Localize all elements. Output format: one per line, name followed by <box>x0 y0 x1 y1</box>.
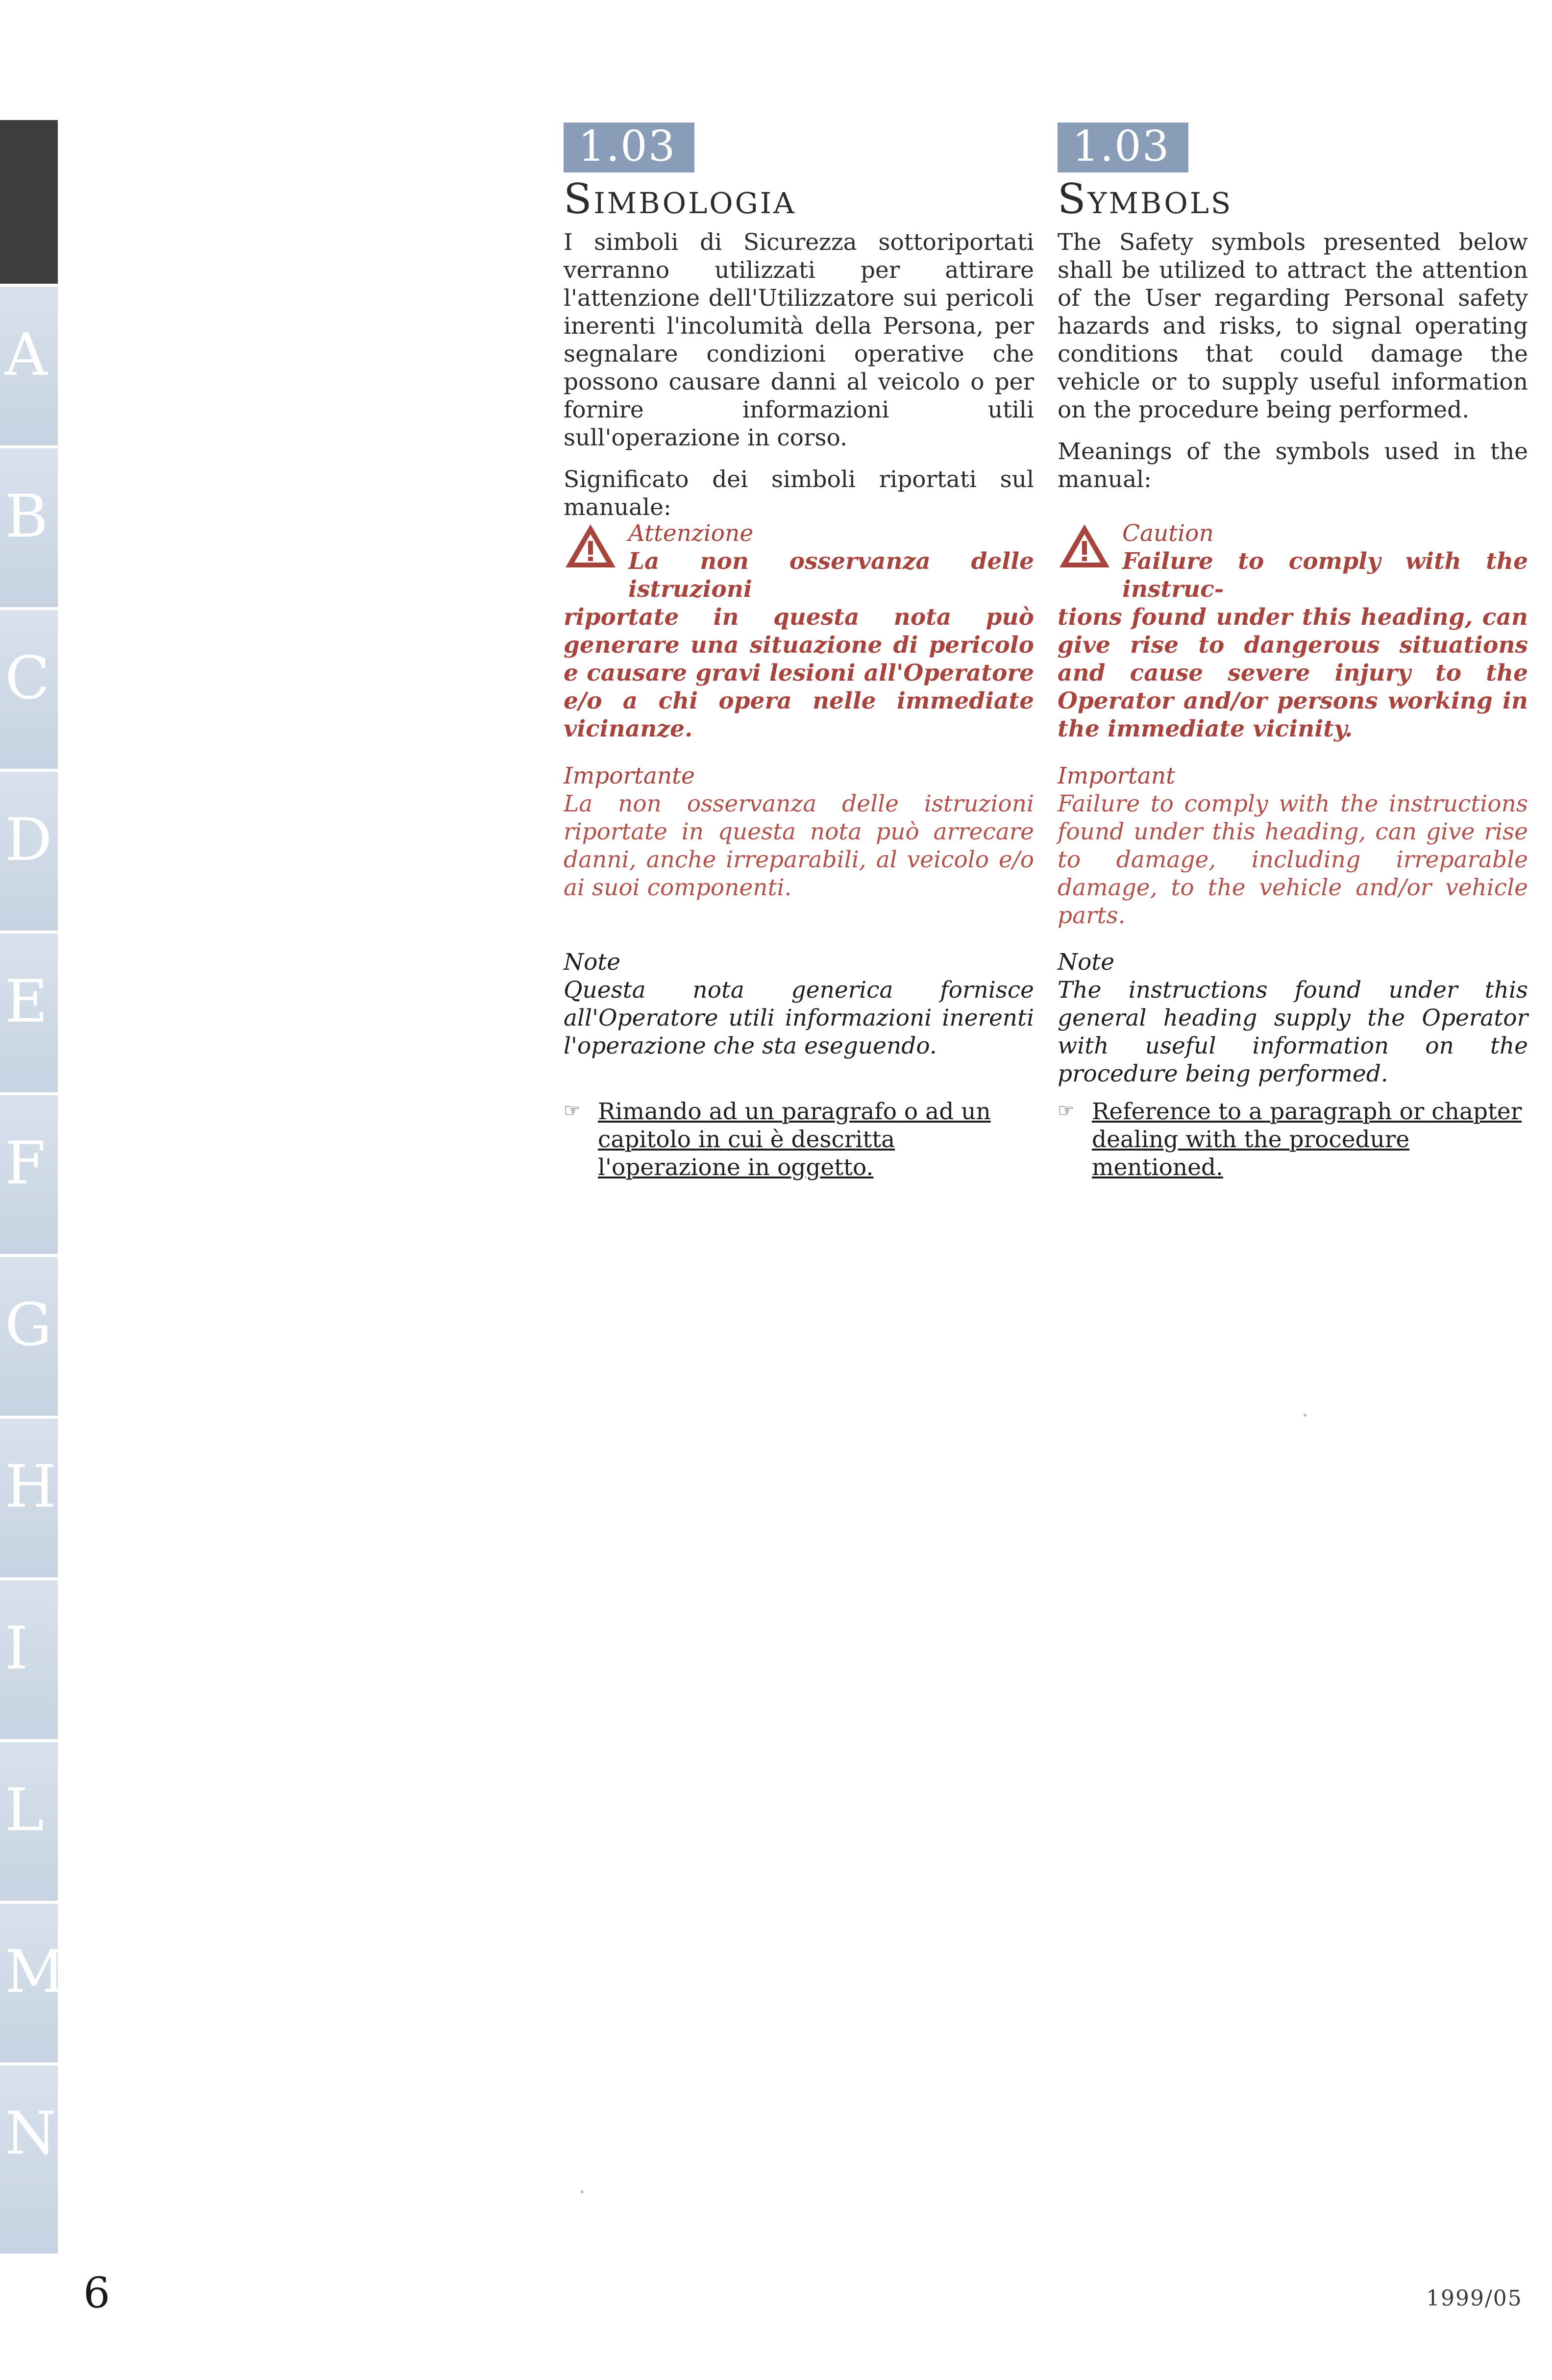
note-title: Note <box>564 949 621 976</box>
important-text: Failure to comply with the instructions found under this heading, can give rise to damage, including irreparable damage, to the vehicle and/or vehicle parts. <box>1058 790 1528 929</box>
reference-note-en <box>1058 1098 1528 1181</box>
meanings-paragraph: Significato dei simboli riportati sul manuale: <box>564 466 1034 521</box>
thumb-tab-letter: I <box>5 1615 28 1683</box>
thumb-tab-active[interactable] <box>0 120 58 287</box>
pointing-hand-icon: ☞ <box>564 1100 581 1121</box>
intro-paragraph: The Safety symbols presented below shall be utilized to attract the attention of the User regarding Personal safety hazards and risks, to signal operating conditions that could damage the vehicle or to supply useful information on the procedure being performed. <box>1058 229 1528 423</box>
thumb-tab-h[interactable] <box>0 1419 58 1580</box>
caution-text-first-line: La non osservanza delle istruzioni <box>628 548 1034 603</box>
meanings-paragraph: Meanings of the symbols used in the manual: <box>1058 438 1528 493</box>
italian-column <box>564 123 1034 521</box>
important-note-it <box>564 762 1034 902</box>
note-text: The instructions found under this general heading supply the Operator with useful information on the procedure being performed. <box>1058 977 1528 1087</box>
important-title: Important <box>1058 762 1176 789</box>
warning-triangle-icon <box>1058 522 1111 569</box>
pointing-hand-icon: ☞ <box>1058 1100 1075 1121</box>
thumb-index <box>0 120 65 2257</box>
thumb-tab-letter: L <box>5 1776 44 1844</box>
section-number-badge: 1.03 <box>1058 123 1188 172</box>
warning-triangle-icon <box>564 522 617 569</box>
important-text: La non osservanza delle istruzioni riportate in questa nota può arrecare danni, anche irreparabili, al veicolo e/o ai suoi componenti. <box>564 790 1034 901</box>
page-number: 6 <box>83 2269 110 2318</box>
thumb-tab-letter: G <box>5 1291 52 1359</box>
important-note-en <box>1058 762 1528 930</box>
caution-text: tions found under this heading, can give rise to dangerous situations and cause severe injury to the Operator and/or persons working in the immediate vicinity. <box>1058 604 1528 742</box>
section-number-badge: 1.03 <box>564 123 694 172</box>
thumb-tab-letter: M <box>5 1938 65 2006</box>
thumb-tab-e[interactable] <box>0 933 58 1095</box>
thumb-tab-m[interactable] <box>0 1904 65 2065</box>
caution-title: Attenzione <box>628 520 754 547</box>
thumb-tab-f[interactable] <box>0 1095 58 1257</box>
caution-text-first-line: Failure to comply with the instruc- <box>1122 548 1528 603</box>
thumb-tab-n[interactable] <box>0 2065 58 2257</box>
reference-link[interactable]: Rimando ad un paragrafo o ad un capitolo in cui è descritta l'operazione in oggetto. <box>598 1098 991 1181</box>
thumb-tab-l[interactable] <box>0 1742 58 1904</box>
caution-note-en <box>1058 519 1528 743</box>
thumb-tab-i[interactable] <box>0 1580 58 1742</box>
thumb-tab-letter: C <box>5 644 50 712</box>
thumb-tab-letter: A <box>5 321 48 389</box>
general-note-en <box>1058 948 1528 1088</box>
section-title: Symbols <box>1058 175 1233 223</box>
caution-text: riportate in questa nota può generare una situazione di pericolo e causare gravi lesioni all'Operatore e/o a chi opera nelle immediate vicinanze. <box>564 604 1034 742</box>
intro-paragraph: I simboli di Sicurezza sottoriportati verranno utilizzati per attirare l'attenzione dell'Utilizzatore sui pericoli inerenti l'incolumità della Persona, per segnalare condizioni operative che possono causare danni al veicolo o per fornire informazioni utili sull'operazione in corso. <box>564 229 1034 451</box>
thumb-tab-c[interactable] <box>0 610 58 772</box>
scan-speck <box>581 2190 584 2193</box>
caution-title: Caution <box>1122 520 1214 547</box>
important-title: Importante <box>564 762 695 789</box>
english-column <box>1058 123 1528 493</box>
thumb-tab-letter: H <box>5 1453 56 1521</box>
scan-speck <box>1304 1414 1306 1417</box>
reference-note-it <box>564 1098 1034 1181</box>
thumb-tab-letter: B <box>5 483 49 551</box>
thumb-tab-d[interactable] <box>0 772 58 933</box>
caution-note-it <box>564 519 1034 743</box>
note-text: Questa nota generica fornisce all'Operatore utili informazioni inerenti l'operazione che sta eseguendo. <box>564 977 1034 1059</box>
section-title: Simbologia <box>564 175 796 223</box>
thumb-tab-letter: D <box>5 806 52 874</box>
thumb-tab-letter: F <box>5 1129 46 1198</box>
thumb-tab-b[interactable] <box>0 448 58 610</box>
thumb-tab-a[interactable] <box>0 287 58 448</box>
edition-date: 1999/05 <box>1426 2286 1523 2311</box>
thumb-tab-letter: E <box>5 968 48 1036</box>
thumb-tab-letter: N <box>5 2100 56 2168</box>
general-note-it <box>564 948 1034 1060</box>
thumb-tab-g[interactable] <box>0 1257 58 1419</box>
reference-link[interactable]: Reference to a paragraph or chapter dealing with the procedure mentioned. <box>1092 1098 1522 1181</box>
note-title: Note <box>1058 949 1115 976</box>
